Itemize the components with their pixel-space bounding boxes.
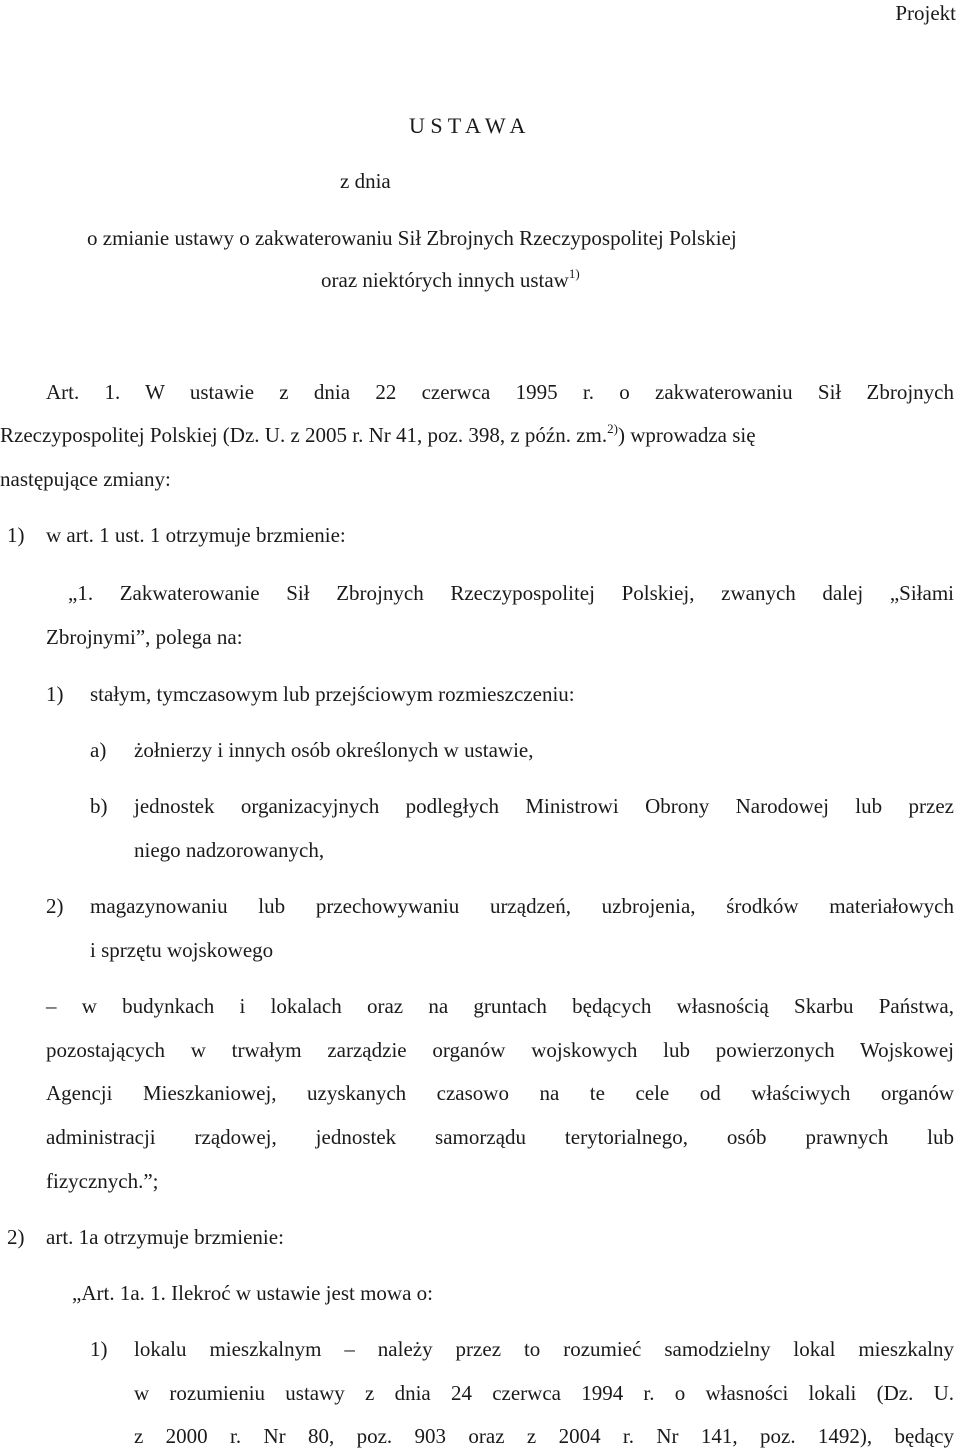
point-2-number: 2)	[7, 1225, 25, 1249]
art1-line-1: Art. 1. W ustawie z dnia 22 czerwca 1995 r. o zakwaterowaniu Sił Zbrojnych	[46, 380, 954, 404]
act-subject-line-2: oraz niektórych innych ustaw$^{1)}$	[321, 266, 580, 292]
item-a-letter: a)	[90, 738, 107, 762]
item-b-line-1: jednostek organizacyjnych podległych Ministrowi Obrony Narodowej lub przez	[134, 794, 954, 818]
point-1-number: 1)	[7, 523, 25, 547]
dash-text-line-4: administracji rządowej, jednostek samorządu terytorialnego, osób prawnych lub	[46, 1125, 954, 1149]
definition-1-number: 1)	[90, 1337, 108, 1361]
point-1-text: w art. 1 ust. 1 otrzymuje brzmienie:	[46, 523, 346, 547]
act-heading: U S T A W A	[409, 113, 526, 138]
dash-text-line-3: Agencji Mieszkaniowej, uzyskanych czasowo na te cele od właściwych organów	[46, 1081, 954, 1105]
act-subject-line-1: o zmianie ustawy o zakwaterowaniu Sił Zbrojnych Rzeczypospolitej Polskiej	[87, 226, 737, 250]
point-2-text: art. 1a otrzymuje brzmienie:	[46, 1225, 284, 1249]
definition-1-line-1: lokalu mieszkalnym – należy przez to rozumieć samodzielny lokal mieszkalny	[134, 1337, 954, 1361]
art1-line-2: Rzeczypospolitej Polskiej (Dz. U. z 2005 r. Nr 41, poz. 398, z późn. zm.$^{2)}$) wprowadza się	[0, 421, 756, 447]
quote-1-line-2: Zbrojnymi”, polega na:	[46, 625, 243, 649]
dash-text-line-1: – w budynkach i lokalach oraz na gruntach będących własnością Skarbu Państwa,	[46, 994, 954, 1018]
quote-1-line-1: „1. Zakwaterowanie Sił Zbrojnych Rzeczypospolitej Polskiej, zwanych dalej „Siłami	[68, 581, 954, 605]
item-a-text: żołnierzy i innych osób określonych w ustawie,	[134, 738, 534, 762]
item-1-text: stałym, tymczasowym lub przejściowym rozmieszczeniu:	[90, 682, 575, 706]
footnote-ref-2: 2)	[607, 421, 618, 436]
item-1-number: 1)	[46, 682, 64, 706]
quote-2-line-1: „Art. 1a. 1. Ilekroć w ustawie jest mowa o:	[72, 1281, 433, 1305]
item-2-line-2: i sprzętu wojskowego	[90, 938, 274, 962]
dash-text-line-5: fizycznych.”;	[46, 1169, 159, 1193]
footnote-ref-1: 1)	[568, 266, 580, 281]
draft-label: Projekt	[895, 1, 956, 25]
item-2-line-1: magazynowaniu lub przechowywaniu urządzeń, uzbrojenia, środków materiałowych	[90, 894, 954, 918]
definition-1-line-3: z 2000 r. Nr 80, poz. 903 oraz z 2004 r. Nr 141, poz. 1492), będący	[134, 1424, 954, 1448]
art1-line-3: następujące zmiany:	[0, 467, 171, 491]
item-b-letter: b)	[90, 794, 108, 818]
dash-text-line-2: pozostających w trwałym zarządzie organów wojskowych lub powierzonych Wojskowej	[46, 1038, 954, 1062]
date-line: z dnia	[340, 169, 391, 193]
definition-1-line-2: w rozumieniu ustawy z dnia 24 czerwca 1994 r. o własności lokali (Dz. U.	[134, 1381, 954, 1405]
item-b-line-2: niego nadzorowanych,	[134, 838, 325, 862]
item-2-number: 2)	[46, 894, 64, 918]
